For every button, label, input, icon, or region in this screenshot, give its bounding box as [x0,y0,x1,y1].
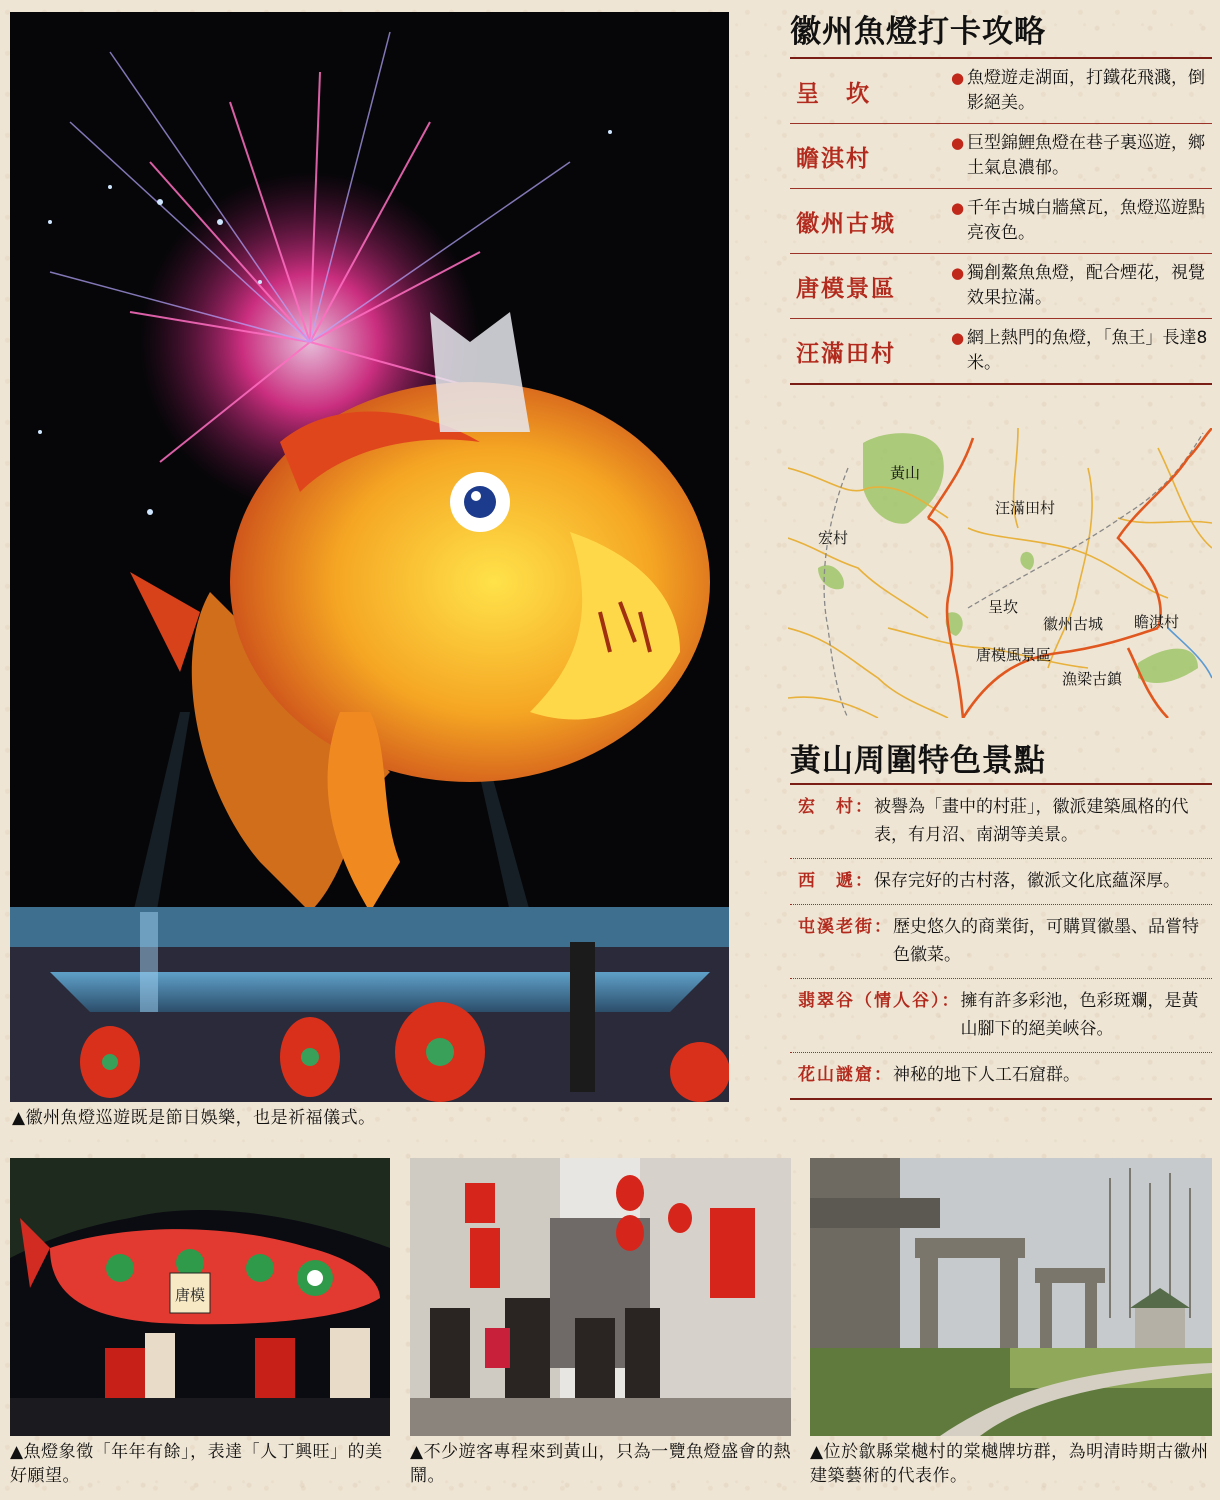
attraction-row [790,859,1212,905]
attraction-desc: 神秘的地下人工石窟群。 [893,1065,1080,1085]
lantern-sign-text: 唐模 [174,1286,206,1304]
bullet-icon: ● [951,134,965,152]
area-map [788,428,1212,718]
bullet-icon: ● [951,264,965,282]
attraction-row [790,785,1212,859]
map-green-area [1138,649,1198,683]
checkin-place-desc: 網上熱門的魚燈，「魚王」長達8米。 [967,328,1208,373]
checkin-place-name: 瞻淇村 [796,145,871,172]
checkin-place-name: 唐模景區 [796,275,896,302]
attraction-desc: 保存完好的古村落，徽派文化底蘊深厚。 [874,871,1180,891]
attraction-name: 花山謎窟： [798,1065,893,1085]
attractions-list [790,783,1212,1100]
attraction-desc: 被譽為「畫中的村莊」，徽派建築風格的代表，有月沼、南湖等美景。 [874,797,1189,845]
photo-fish-lantern-parade [10,1158,390,1436]
main-photo-caption: ▲徽州魚燈巡遊既是節日娛樂，也是祈福儀式。 [12,1108,376,1128]
map-label-huizhou: 徽州古城 [1043,615,1104,633]
bullet-icon: ● [951,199,965,217]
checkin-place-name: 呈 坎 [796,80,871,107]
attraction-name: 翡翠谷（情人谷）： [798,991,961,1011]
photo-c-caption: ▲位於歙縣棠樾村的棠樾牌坊群，為明清時期古徽州建築藝術的代表作。 [810,1442,1209,1486]
bullet-icon: ● [951,329,965,347]
checkin-place-desc: 魚燈遊走湖面，打鐵花飛濺，倒影絕美。 [967,68,1205,113]
photo-a-caption: ▲魚燈象徵「年年有餘」，表達「人丁興旺」的美好願望。 [10,1442,383,1486]
attraction-desc: 歷史悠久的商業街，可購買徽墨、品嘗特色徽菜。 [893,917,1199,965]
photo-memorial-archways [810,1158,1212,1436]
attraction-name: 西 遞： [798,871,874,891]
photo-crowded-street [410,1158,791,1436]
checkin-row [790,319,1212,385]
bullet-icon: ● [951,69,965,87]
map-label-zhanqi: 瞻淇村 [1134,613,1180,631]
checkin-row [790,189,1212,254]
map-label-yuliang: 漁梁古鎮 [1062,670,1123,688]
attraction-row [790,905,1212,979]
checkin-guide-title: 徽州魚燈打卡攻略 [790,14,1046,50]
attraction-desc: 擁有許多彩池，色彩斑斕，是黃山腳下的絕美峽谷。 [960,991,1199,1039]
checkin-place-name: 徽州古城 [796,210,896,237]
checkin-place-desc: 巨型錦鯉魚燈在巷子裏巡遊，鄉土氣息濃郁。 [967,133,1205,178]
map-label-wangmantian: 汪滿田村 [995,499,1056,517]
map-green-area [818,565,844,589]
attraction-row [790,979,1212,1053]
checkin-place-desc: 獨創鰲魚魚燈，配合煙花，視覺效果拉滿。 [967,263,1205,308]
map-label-hongcun: 宏村 [818,529,849,547]
photo-b-caption: ▲不少遊客專程來到黃山，只為一覽魚燈盛會的熱鬧。 [410,1442,792,1486]
attraction-row [790,1053,1212,1100]
checkin-place-name: 汪滿田村 [796,340,896,367]
attractions-title: 黃山周圍特色景點 [790,743,1046,779]
map-railway [968,433,1203,608]
checkin-row [790,59,1212,124]
checkin-table [790,57,1212,385]
map-railway [824,468,848,718]
main-photo-fish-lantern-fireworks [10,12,729,1102]
map-green-area [1020,552,1034,570]
attraction-name: 屯溪老街： [798,917,893,937]
checkin-place-desc: 千年古城白牆黛瓦，魚燈巡遊點亮夜色。 [967,198,1205,243]
map-label-tangmo: 唐模風景區 [976,646,1052,664]
checkin-row [790,124,1212,189]
map-label-chengkan: 呈坎 [988,598,1019,616]
attraction-name: 宏 村： [798,797,874,817]
checkin-row [790,254,1212,319]
map-label-huangshan: 黃山 [890,464,921,482]
